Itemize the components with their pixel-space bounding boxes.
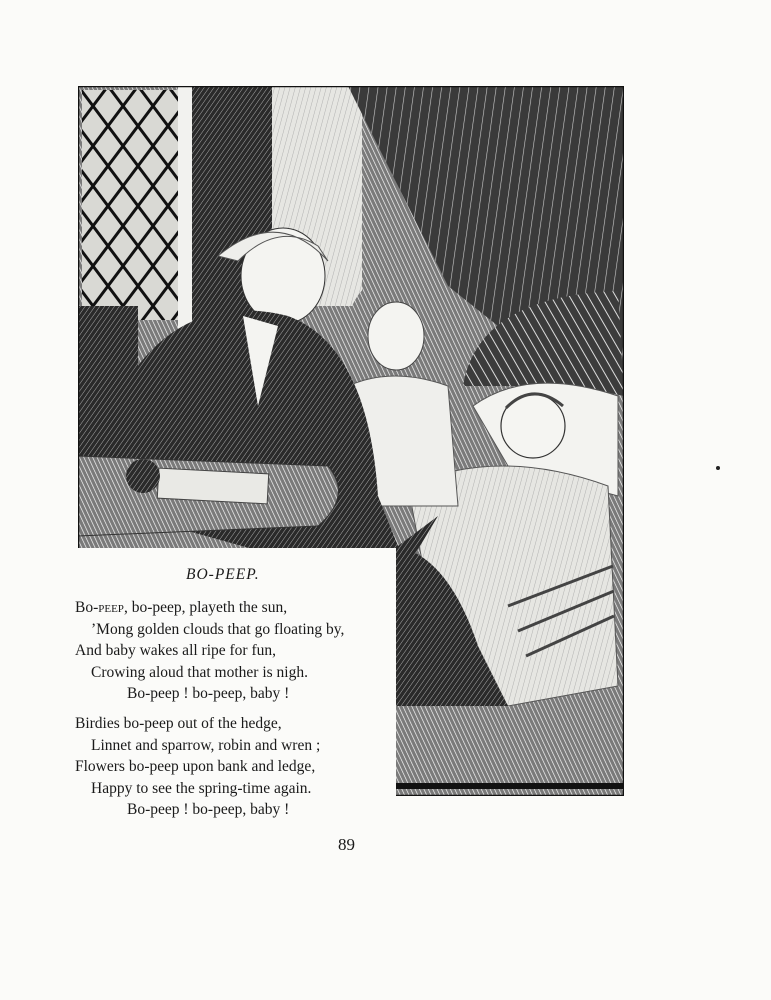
poem-refrain: Bo-peep ! bo-peep, baby ! <box>127 801 290 818</box>
poem-line: Bo-peep, bo-peep, playeth the sun, <box>75 599 288 616</box>
poem-stanza-2 <box>75 713 320 821</box>
poem-line: Birdies bo-peep out of the hedge, <box>75 715 282 732</box>
poem-refrain: Bo-peep ! bo-peep, baby ! <box>127 685 290 702</box>
poem-line: And baby wakes all ripe for fun, <box>75 642 277 659</box>
poem-line: Happy to see the spring-time again. <box>91 779 312 797</box>
page-number: 89 <box>338 835 355 854</box>
ink-speck <box>716 466 720 470</box>
poem-line: ’Mong golden clouds that go floating by, <box>91 620 345 638</box>
poem-line: Linnet and sparrow, robin and wren ; <box>91 736 321 754</box>
poem-line: Crowing aloud that mother is nigh. <box>91 663 308 681</box>
poem-stanza-1 <box>75 597 344 705</box>
poem-title: BO-PEEP. <box>186 566 260 583</box>
poem-line: Flowers bo-peep upon bank and ledge, <box>75 758 316 775</box>
